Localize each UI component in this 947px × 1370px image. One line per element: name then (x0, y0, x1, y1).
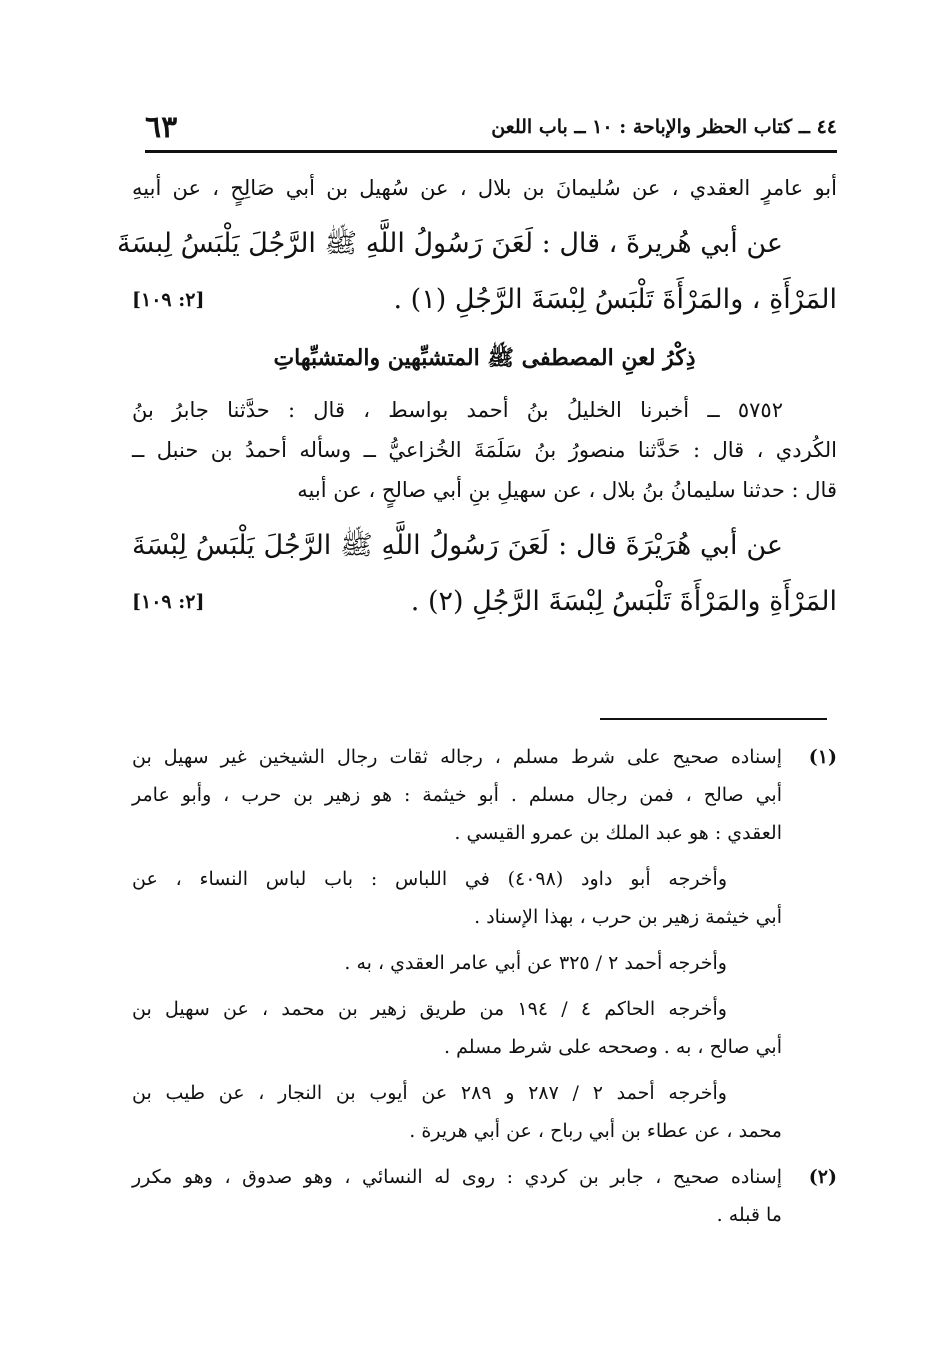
matn-line (132, 518, 837, 574)
source-reference: [٢: ١٠٩] (132, 289, 205, 311)
footnote-line: وأخرجه أحمد ٢ / ٢٨٧ و ٢٨٩ عن أيوب بن النجار ، عن طيب بن (132, 1082, 727, 1104)
footnote-line: ما قبله . (716, 1204, 782, 1226)
footnote-line: وأخرجه أحمد ٢ / ٣٢٥ عن أبي عامر العقدي ، به . (344, 952, 727, 974)
footnote-marker: (١) (808, 746, 837, 768)
isnad-line: قال : حدثنا سليمانُ بنُ بلال ، عن سهيلِ بنِ أبي صالحٍ ، عن أبيه (297, 478, 837, 502)
matn-text: عن أبي هُريرةَ ، قال : لَعَنَ رَسُولُ اللَّهِ ﷺ الرَّجُلَ يَلْبَسُ لِبسَةَ (117, 228, 783, 259)
isnad-line: الكُردي ، قال : حَدَّثنا منصورُ بنُ سَلَمَةَ الخُزاعيُّ ــ وسأله أحمدُ بن حنبل ــ (132, 438, 837, 462)
footnote-separator (600, 718, 827, 720)
matn-text: عن أبي هُرَيْرَةَ قال : لَعَنَ رَسُولُ اللَّهِ ﷺ الرَّجُلَ يَلْبَسُ لِبْسَةَ (132, 530, 783, 561)
matn-line (132, 272, 837, 328)
footnote-line: محمد ، عن عطاء بن أبي رباح ، عن أبي هريرة . (409, 1120, 782, 1142)
footnote-line: العقدي : هو عبد الملك بن عمرو القيسي . (454, 822, 782, 844)
footnote-line: أبي صالح ، به . وصححه على شرط مسلم . (444, 1036, 782, 1058)
isnad-line: ٥٧٥٢ ــ أخبرنا الخليلُ بنُ أحمد بواسط ، قال : حدَّثنا جابرُ بنُ (132, 398, 783, 422)
footnote-text: إسناده صحيح على شرط مسلم ، رجاله ثقات رجال الشيخين غير سهيل بن (132, 746, 782, 768)
footnote-line (132, 1158, 837, 1196)
footnote-line: أبي صالح ، فمن رجال مسلم . أبو خيثمة : هو زهير بن حرب ، وأبو عامر (132, 784, 782, 806)
section-heading: ذِكْرُ لعنِ المصطفى ﷺ المتشبِّهين والمتشبِّهاتِ (273, 345, 696, 371)
matn-text: المَرْأَةِ ، والمَرْأَةَ تَلْبَسُ لِبْسَةَ الرَّجُلِ (١) . (393, 284, 837, 315)
source-reference: [٢: ١٠٩] (132, 591, 205, 613)
footnote-line (132, 738, 837, 776)
footnote-line: أبي خيثمة زهير بن حرب ، بهذا الإسناد . (474, 906, 782, 928)
running-title: ٤٤ ــ كتاب الحظر والإباحة : ١٠ ــ باب اللعن (491, 116, 837, 138)
header-rule (145, 150, 837, 153)
footnote-marker: (٢) (808, 1166, 837, 1188)
page-number: ٦٣ (145, 110, 178, 145)
matn-line (117, 216, 837, 272)
isnad-line: أبو عامرٍ العقدي ، عن سُليمانَ بن بلال ، عن سُهيل بن أبي صَالِحٍ ، عن أبيهِ (132, 176, 837, 200)
footnote-line: وأخرجه الحاكم ٤ / ١٩٤ من طريق زهير بن محمد ، عن سهيل بن (132, 998, 727, 1020)
footnotes (132, 738, 837, 1234)
main-text (117, 168, 837, 630)
page-header (145, 108, 837, 144)
matn-text: المَرْأَةِ والمَرْأَةَ تَلْبَسُ لِبْسَةَ الرَّجُلِ (٢) . (410, 586, 837, 617)
matn-line (132, 574, 837, 630)
footnote-text: إسناده صحيح ، جابر بن كردي : روى له النسائي ، وهو صدوق ، وهو مكرر (132, 1166, 782, 1188)
footnote-line: وأخرجه أبو داود (٤٠٩٨) في اللباس : باب لباس النساء ، عن (132, 868, 728, 890)
